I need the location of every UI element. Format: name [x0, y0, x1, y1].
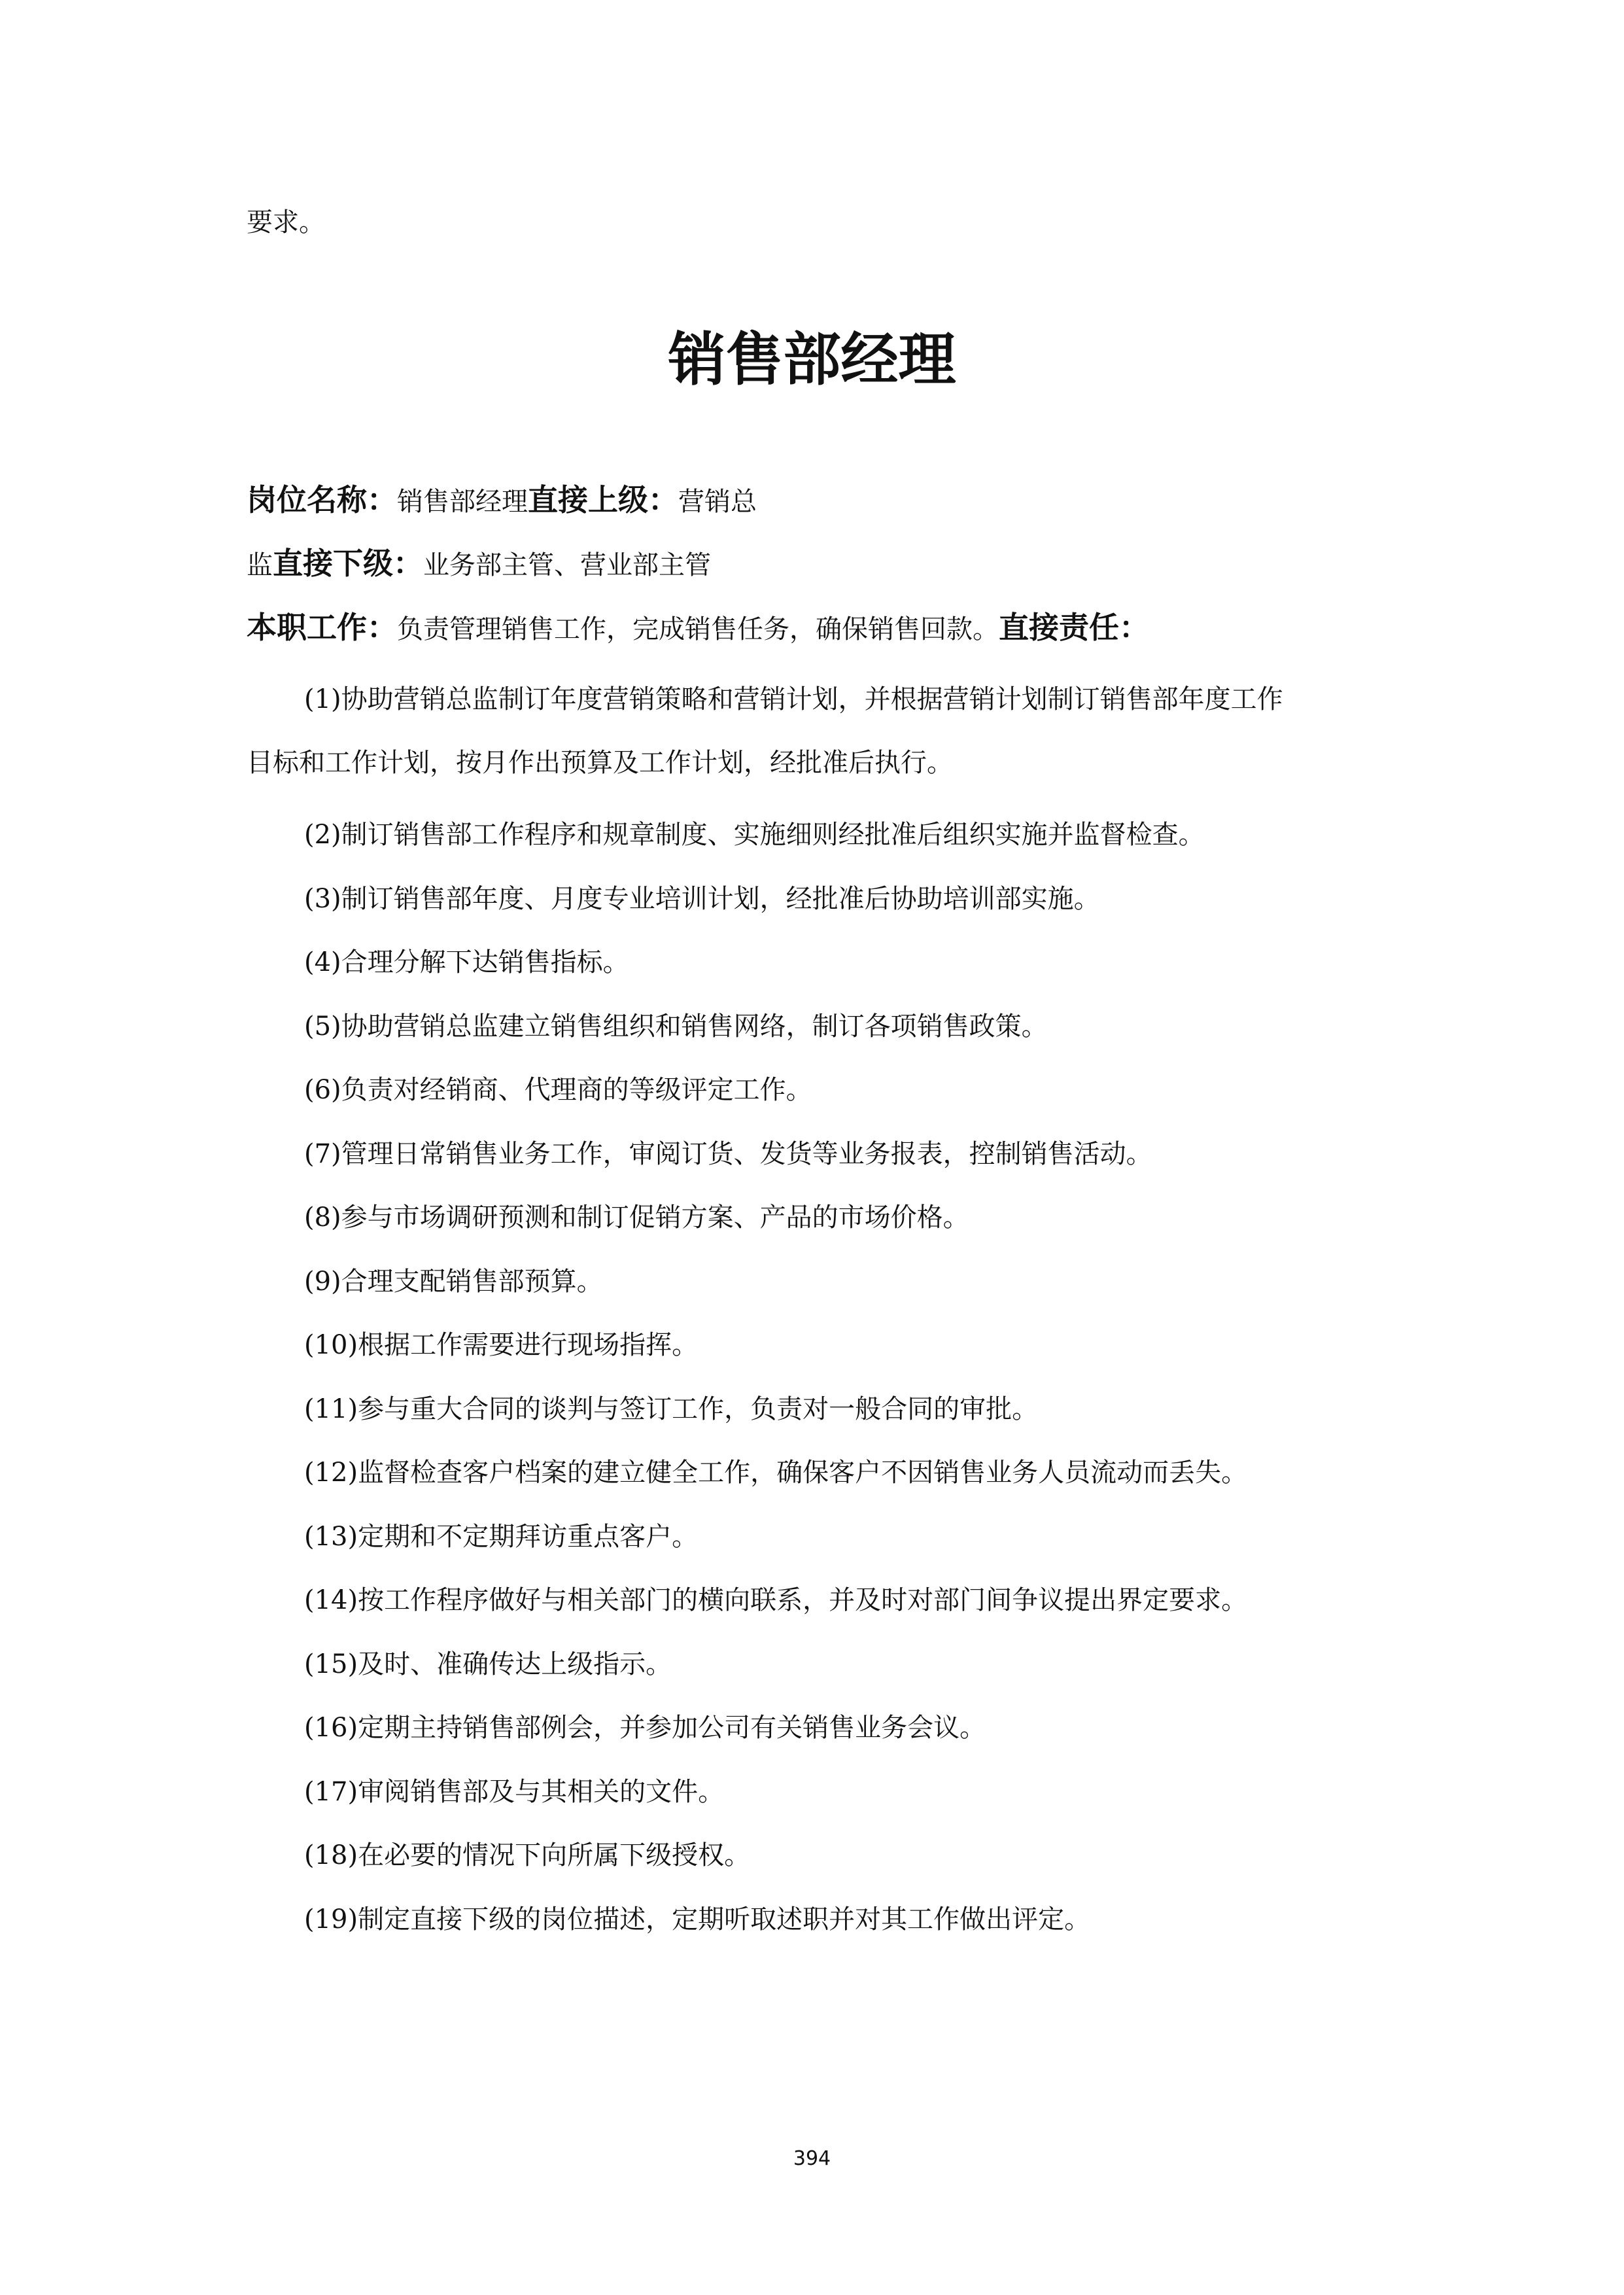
position-label: 岗位名称： [247, 482, 397, 517]
list-item: (10)根据工作需要进行现场指挥。 [304, 1330, 699, 1360]
carry-over-text: 要求。 [247, 207, 325, 237]
list-item: (7)管理日常销售业务工作，审阅订货、发货等业务报表，控制销售活动。 [304, 1139, 1152, 1169]
list-item: (13)定期和不定期拜访重点客户。 [304, 1522, 699, 1552]
list-item: (3)制订销售部年度、月度专业培训计划，经批准后协助培训部实施。 [304, 884, 1100, 914]
subordinate-label: 直接下级： [273, 546, 423, 581]
list-item: (18)在必要的情况下向所属下级授权。 [304, 1840, 751, 1870]
list-item: (15)及时、准确传达上级指示。 [304, 1649, 672, 1679]
meta-line-3 [247, 612, 1149, 645]
page-title: 销售部经理 [668, 326, 956, 393]
superior-value: 营销总 [678, 487, 757, 517]
list-item: (16)定期主持销售部例会，并参加公司有关销售业务会议。 [304, 1713, 986, 1743]
meta-line-1 [247, 484, 757, 517]
list-item: (17)审阅销售部及与其相关的文件。 [304, 1777, 725, 1807]
duty-label: 本职工作： [247, 610, 397, 645]
list-item: (5)协助营销总监建立销售组织和销售网络，制订各项销售政策。 [304, 1011, 1048, 1042]
responsibility-label: 直接责任： [999, 610, 1149, 645]
superior-value-cont: 监 [247, 550, 273, 580]
superior-label: 直接上级： [528, 482, 678, 517]
list-item: (19)制定直接下级的岗位描述，定期听取述职并对其工作做出评定。 [304, 1904, 1091, 1935]
list-item: (8)参与市场调研预测和制订促销方案、产品的市场价格。 [304, 1202, 969, 1233]
meta-line-2 [247, 548, 711, 581]
list-item: (1)协助营销总监制订年度营销策略和营销计划，并根据营销计划制订销售部年度工作 [304, 684, 1283, 714]
position-value: 销售部经理 [397, 487, 528, 517]
duty-value: 负责管理销售工作，完成销售任务，确保销售回款。 [397, 614, 999, 644]
list-item-continuation: 目标和工作计划，按月作出预算及工作计划，经批准后执行。 [247, 748, 953, 778]
list-item: (12)监督检查客户档案的建立健全工作，确保客户不因销售业务人员流动而丢失。 [304, 1458, 1248, 1488]
list-item: (4)合理分解下达销售指标。 [304, 947, 629, 977]
list-item: (6)负责对经销商、代理商的等级评定工作。 [304, 1075, 812, 1105]
subordinate-value: 业务部主管、营业部主管 [423, 550, 711, 580]
list-item: (9)合理支配销售部预算。 [304, 1267, 603, 1297]
page-number: 394 [793, 2147, 831, 2170]
list-item: (2)制订销售部工作程序和规章制度、实施细则经批准后组织实施并监督检查。 [304, 820, 1205, 850]
list-item: (11)参与重大合同的谈判与签订工作，负责对一般合同的审批。 [304, 1394, 1039, 1424]
list-item: (14)按工作程序做好与相关部门的横向联系，并及时对部门间争议提出界定要求。 [304, 1585, 1248, 1615]
